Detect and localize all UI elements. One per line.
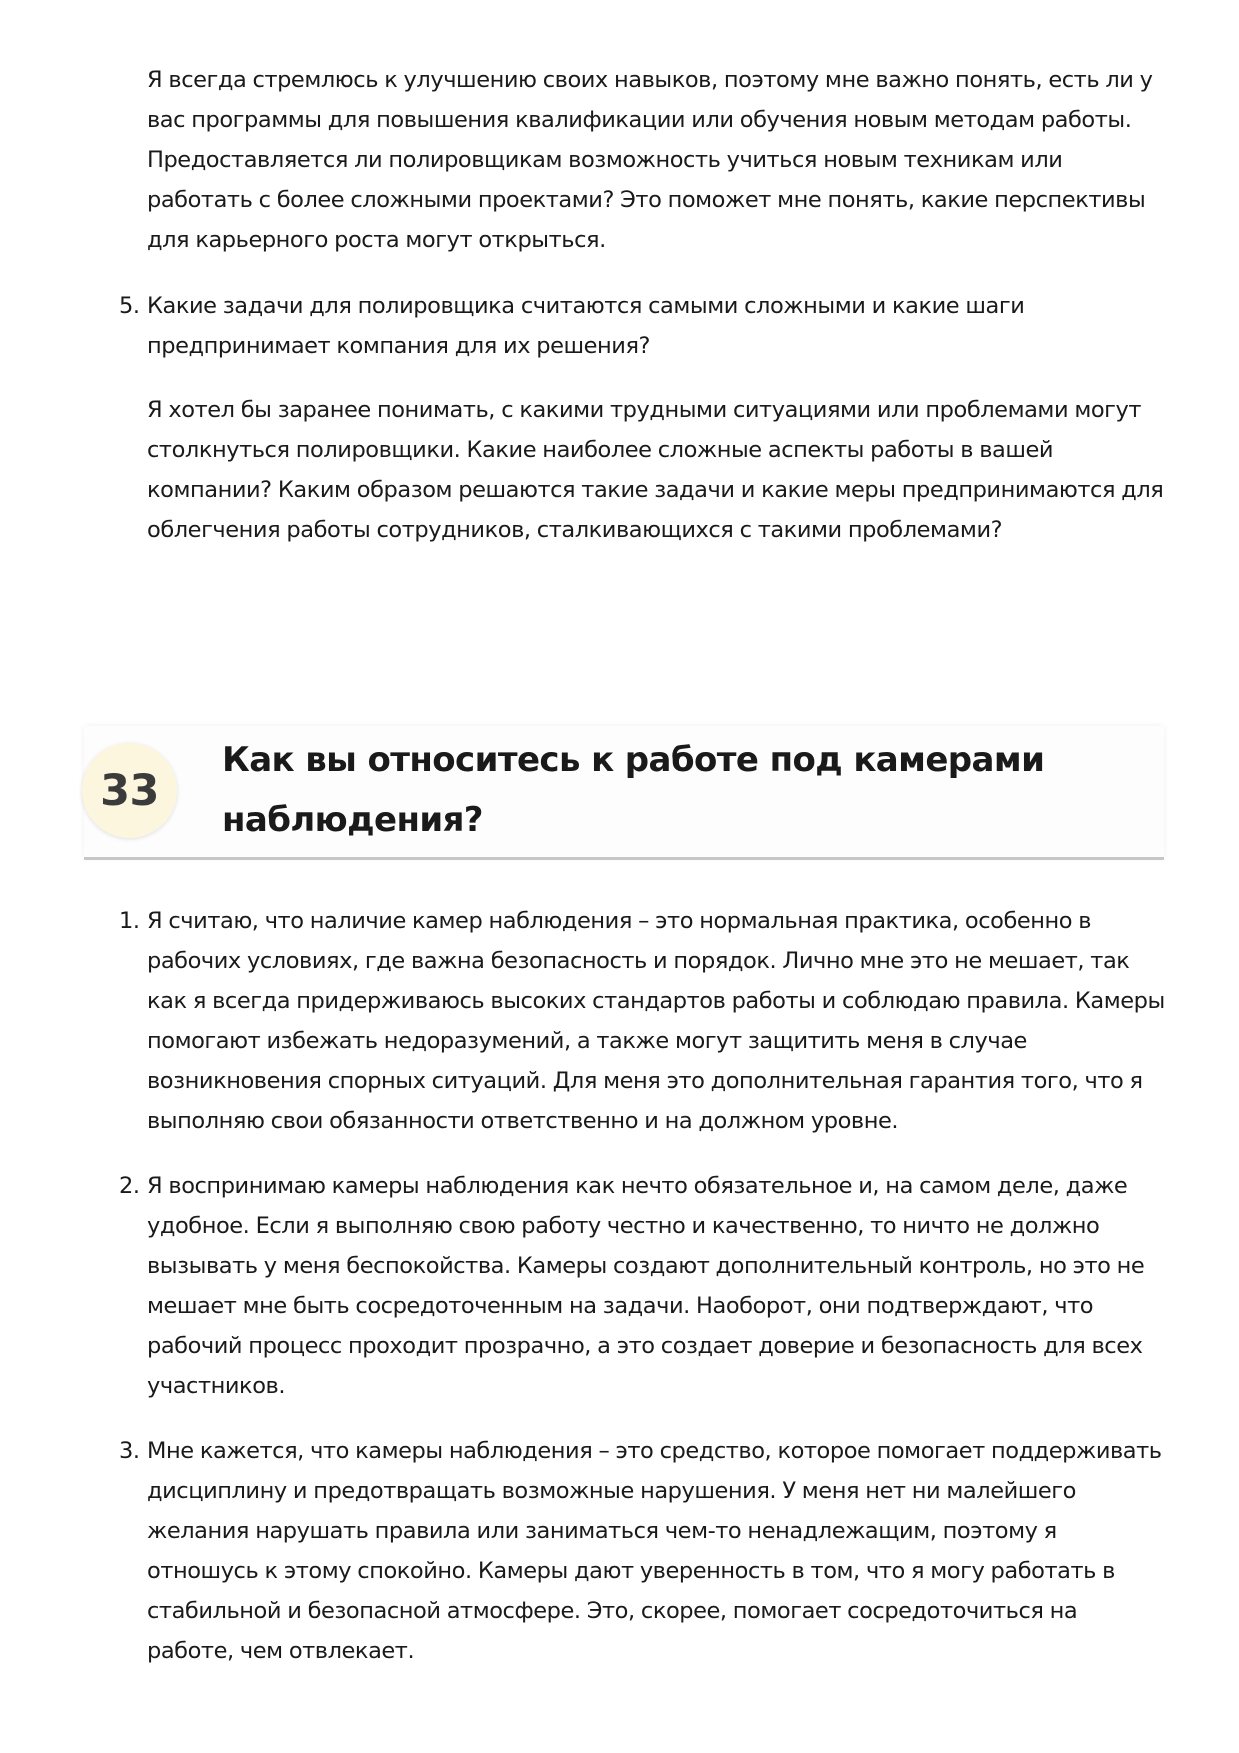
list-item-question-5 (119, 286, 1169, 366)
question-5-explanation: Я хотел бы заранее понимать, с какими трудными ситуациями или проблемами могут столкнуться полировщики. Какие наиболее сложные аспекты работы в вашей компании? Каким образом решаются такие задачи и какие меры предпринимаются для облегчения работы сотрудников, сталкивающихся с такими проблемами? (147, 397, 1164, 543)
list-item-answer-1 (119, 901, 1169, 1141)
list-item-number: 1. (119, 908, 140, 934)
section-divider (84, 857, 1164, 860)
section-number-badge: 33 (82, 743, 177, 838)
list-item-answer-2 (119, 1166, 1169, 1406)
list-item-text: Мне кажется, что камеры наблюдения – это средство, которое помогает поддерживать дисциплину и предотвращать возможные нарушения. У меня нет ни малейшего желания нарушать правила или заниматься чем-то ненадлежащим, поэтому я отношусь к этому спокойно. Камеры дают уверенность в том, что я могу работать в стабильной и безопасной атмосфере. Это, скорее, помогает сосредоточиться на работе, чем отвлекает. (147, 1438, 1162, 1664)
list-item-text: Я воспринимаю камеры наблюдения как нечто обязательное и, на самом деле, даже удобное. Если я выполняю свою работу честно и качественно, то ничто не должно вызывать у меня беспокойства. Камеры создают дополнительный контроль, но это не мешает мне быть сосредоточенным на задачи. Наоборот, они подтверждают, что рабочий процесс проходит прозрачно, а это создает доверие и безопасность для всех участников. (147, 1173, 1145, 1399)
list-item-number: 5. (119, 293, 140, 319)
section-title: Как вы относитесь к работе под камерами наблюдения? (222, 740, 1045, 840)
list-item-number: 2. (119, 1173, 140, 1199)
intro-paragraph: Я всегда стремлюсь к улучшению своих навыков, поэтому мне важно понять, есть ли у вас программы для повышения квалификации или обучения новым методам работы. Предоставляется ли полировщикам возможность учиться новым техникам или работать с более сложными проектами? Это поможет мне понять, какие перспективы для карьерного роста могут открыться. (147, 67, 1153, 253)
list-item-number: 3. (119, 1438, 140, 1464)
list-item-text: Какие задачи для полировщика считаются самыми сложными и какие шаги предпринимает компания для их решения? (147, 293, 1025, 359)
list-item-text: Я считаю, что наличие камер наблюдения – это нормальная практика, особенно в рабочих условиях, где важна безопасность и порядок. Лично мне это не мешает, так как я всегда придерживаюсь высоких стандартов работы и соблюдаю правила. Камеры помогают избежать недоразумений, а также могут защитить меня в случае возникновения спорных ситуаций. Для меня это дополнительная гарантия того, что я выполняю свои обязанности ответственно и на должном уровне. (147, 908, 1165, 1134)
list-item-answer-3 (119, 1431, 1169, 1671)
